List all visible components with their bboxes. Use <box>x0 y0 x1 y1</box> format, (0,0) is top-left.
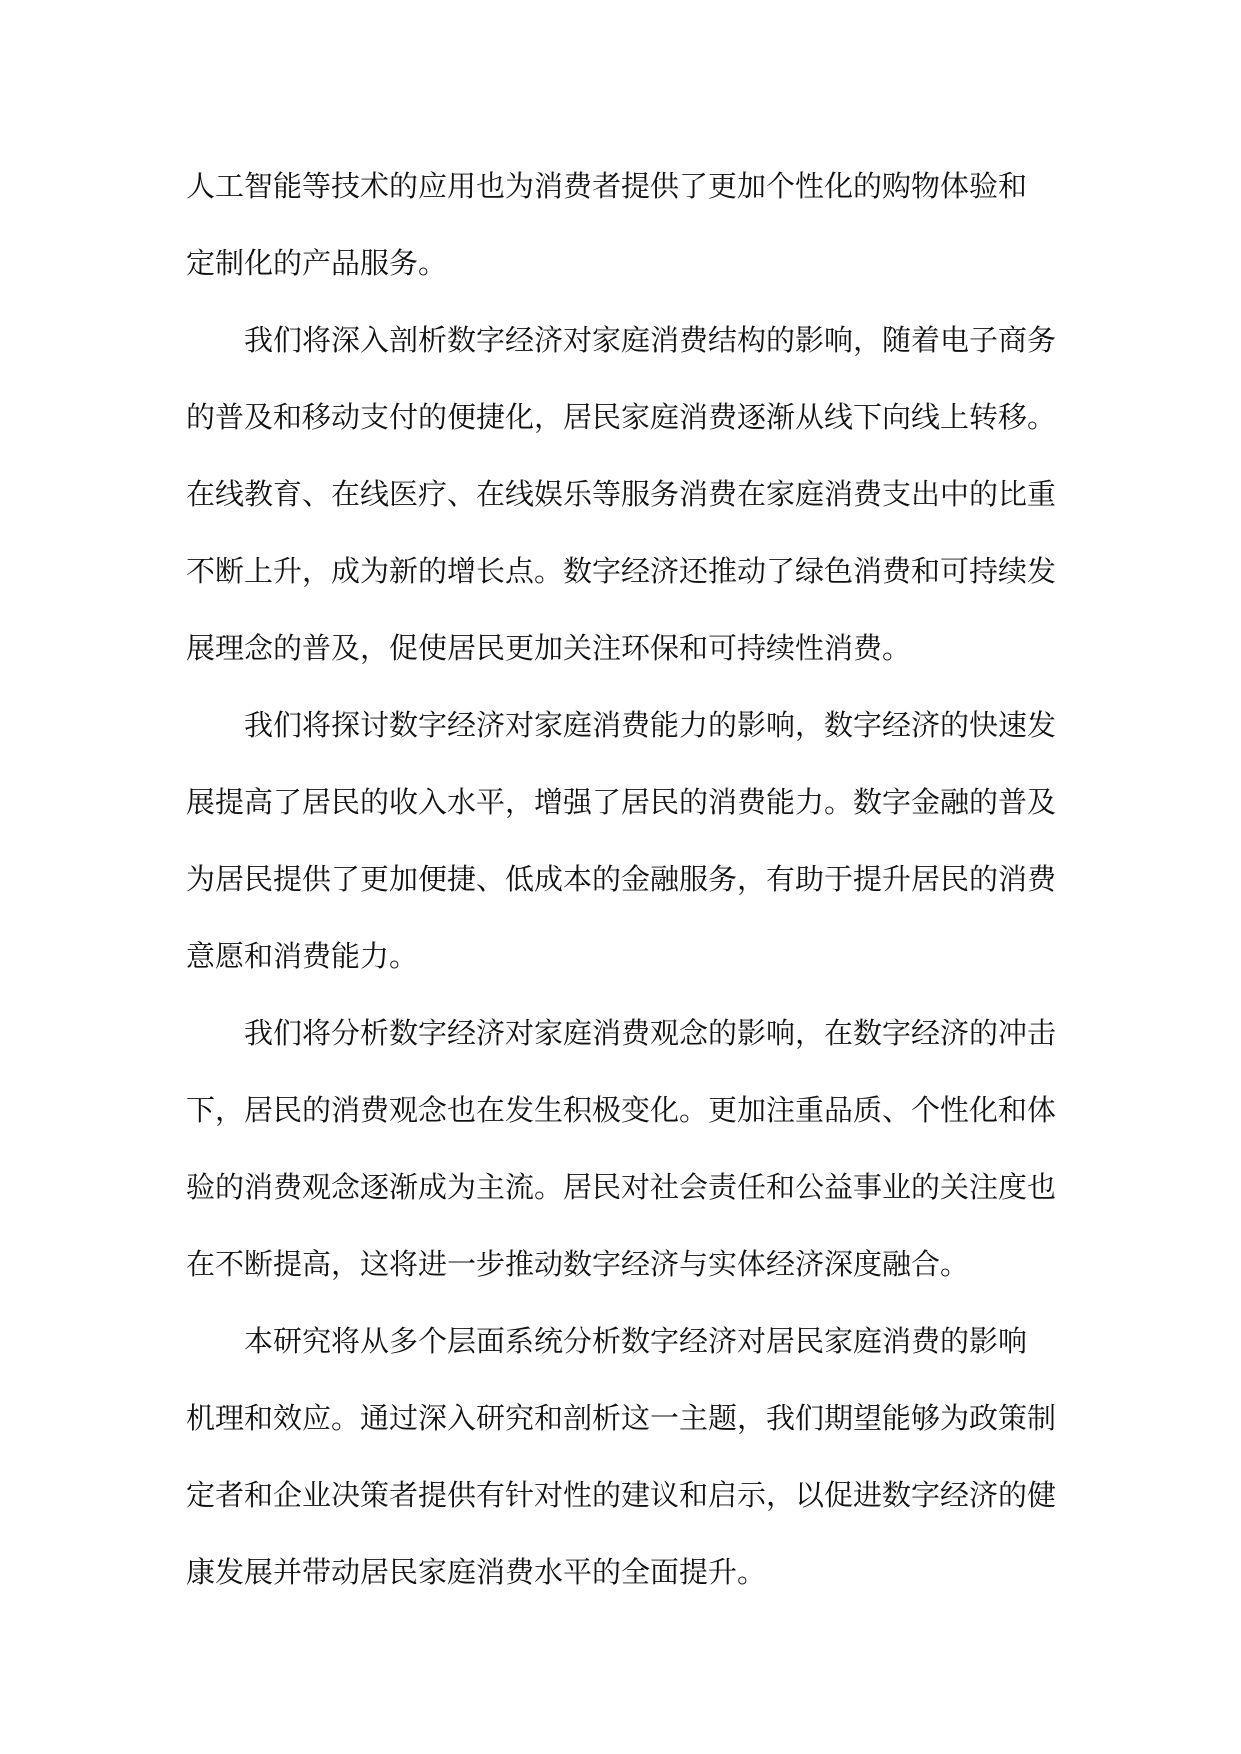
text-line: 不断上升，成为新的增长点。数字经济还推动了绿色消费和可持续发 <box>186 554 1057 588</box>
paragraph-consumption-concept <box>186 995 1056 1303</box>
paragraph-research-summary <box>186 1303 1056 1611</box>
text-line: 展提高了居民的收入水平，增强了居民的消费能力。数字金融的普及 <box>186 785 1057 819</box>
text-line: 展理念的普及，促使居民更加关注环保和可持续性消费。 <box>186 631 912 665</box>
text-line: 下，居民的消费观念也在发生积极变化。更加注重品质、个性化和体 <box>186 1093 1057 1127</box>
text-line: 机理和效应。通过深入研究和剖析这一主题，我们期望能够为政策制 <box>186 1401 1057 1435</box>
text-line: 的普及和移动支付的便捷化，居民家庭消费逐渐从线下向线上转移。 <box>186 400 1057 434</box>
text-line: 我们将深入剖析数字经济对家庭消费结构的影响，随着电子商务 <box>244 323 1057 357</box>
body-text <box>186 148 1056 1611</box>
text-line: 本研究将从多个层面系统分析数字经济对居民家庭消费的影响 <box>244 1324 1028 1358</box>
text-line: 我们将分析数字经济对家庭消费观念的影响，在数字经济的冲击 <box>244 1016 1057 1050</box>
text-line: 在线教育、在线医疗、在线娱乐等服务消费在家庭消费支出中的比重 <box>186 477 1057 511</box>
text-line: 我们将探讨数字经济对家庭消费能力的影响，数字经济的快速发 <box>244 708 1057 742</box>
paragraph-consumption-capacity <box>186 687 1056 995</box>
text-line: 定者和企业决策者提供有针对性的建议和启示，以促进数字经济的健 <box>186 1478 1057 1512</box>
text-line: 康发展并带动居民家庭消费水平的全面提升。 <box>186 1555 767 1589</box>
paragraph-consumption-structure <box>186 302 1056 687</box>
text-line: 为居民提供了更加便捷、低成本的金融服务，有助于提升居民的消费 <box>186 862 1057 896</box>
text-line: 验的消费观念逐渐成为主流。居民对社会责任和公益事业的关注度也 <box>186 1170 1057 1204</box>
text-line: 人工智能等技术的应用也为消费者提供了更加个性化的购物体验和 <box>186 169 1028 203</box>
text-line: 在不断提高，这将进一步推动数字经济与实体经济深度融合。 <box>186 1247 970 1281</box>
text-line: 意愿和消费能力。 <box>186 939 419 973</box>
text-line: 定制化的产品服务。 <box>186 246 448 280</box>
paragraph-continuation <box>186 148 1056 302</box>
